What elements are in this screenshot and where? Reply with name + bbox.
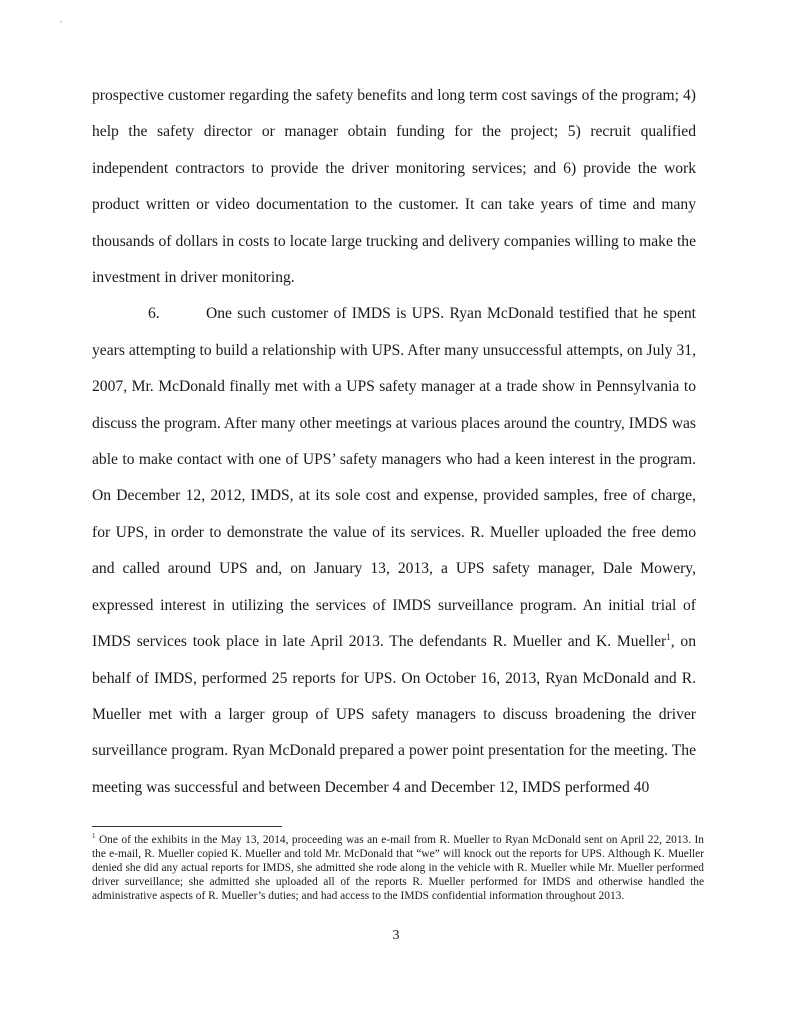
footnote-reference: 1	[666, 631, 671, 642]
paragraph-6-text-continued: , on behalf of IMDS, performed 25 reports for UPS. On October 16, 2013, Ryan McDonald and R. Mueller met with a larger group of UPS safety managers to discuss broadening the driver surveillance program. Ryan McDonald prepared a power point presentation for the meeting. The meeting was successful and between December 4 and December 12, IMDS performed 40	[92, 633, 696, 796]
paragraph-number: 6.	[148, 305, 160, 323]
paragraph-6-text: One such customer of IMDS is UPS. Ryan McDonald testified that he spent years attempting to build a relationship with UPS. After many unsuccessful attempts, on July 31, 2007, Mr. McDonald finally met with a UPS safety manager at a trade show in Pennsylvania to discuss the program. After many other meetings at various places around the country, IMDS was able to make contact with one of UPS’ safety managers who had a keen interest in the program. On December 12, 2012, IMDS, at its sole cost and expense, provided samples, free of charge, for UPS, in order to demonstrate the value of its services. R. Mueller uploaded the free demo and called around UPS and, on January 13, 2013, a UPS safety manager, Dale Mowery, expressed interest in utilizing the services of IMDS surveillance program. An initial trial of IMDS services took place in late April 2013. The defendants R. Mueller and K. Mueller	[92, 305, 696, 651]
paragraph-6	[92, 296, 696, 806]
footnote-separator	[92, 826, 282, 827]
footnote	[92, 834, 704, 904]
document-body	[92, 78, 696, 806]
footnote-text: One of the exhibits in the May 13, 2014, proceeding was an e-mail from R. Mueller to Ryan McDonald sent on April 22, 2013. In the e-mail, R. Mueller copied K. Mueller and told Mr. McDonald that “we” will knock out the reports for UPS. Although K. Mueller denied she did any actual reports for IMDS, she admitted she rode along in the vehicle with R. Mueller while Mr. Mueller performed driver surveillance; she admitted she uploaded all of the reports R. Mueller performed for IMDS and otherwise handled the administrative aspects of R. Mueller’s duties; and had access to the IMDS confidential information throughout 2013.	[92, 834, 704, 902]
page-number: 3	[392, 928, 400, 943]
paragraph-continued: prospective customer regarding the safety benefits and long term cost savings of the program; 4) help the safety director or manager obtain funding for the project; 5) recruit qualified independent contractors to provide the driver monitoring services; and 6) provide the work product written or video documentation to the customer. It can take years of time and many thousands of dollars in costs to locate large trucking and delivery companies willing to make the investment in driver monitoring.	[92, 87, 696, 287]
footnote-marker: 1	[92, 832, 96, 841]
scan-speck	[60, 21, 62, 23]
